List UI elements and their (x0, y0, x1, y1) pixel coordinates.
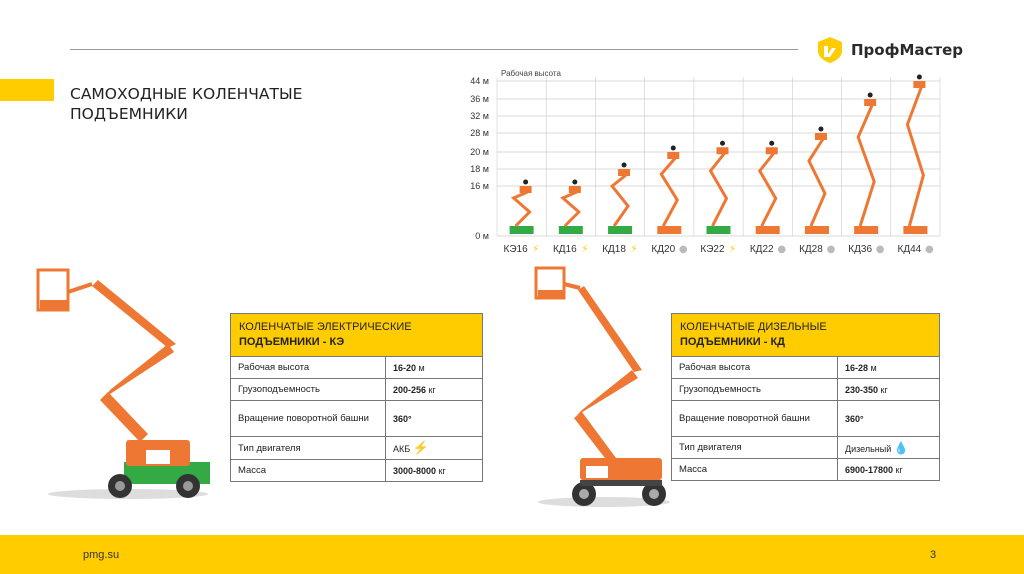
electric-specs-table (230, 313, 483, 482)
lift-platform (667, 152, 679, 159)
footer-url: pmg.su (83, 549, 120, 561)
title-line-2: ПОДЪЕМНИКИ (70, 105, 188, 123)
operator-figure (868, 93, 873, 98)
category-label: КД16 (552, 244, 577, 255)
lightning-icon: ⚡ (581, 244, 589, 255)
lift-chassis (903, 226, 927, 234)
lift-chassis (707, 226, 731, 234)
brand-logo (817, 36, 963, 64)
y-tick-label: 36 м (470, 94, 489, 104)
lift-boom (907, 87, 923, 226)
lightning-icon: ⚡ (630, 244, 638, 255)
chart-svg (445, 65, 950, 265)
drop-icon: ● (875, 244, 885, 255)
lift-platform (815, 133, 827, 140)
lift-boom (563, 192, 579, 226)
table-row: Грузоподъемность 200-256 кг (231, 379, 483, 401)
lightning-icon: ⚡ (728, 244, 737, 255)
category-label: КЭ16 (503, 244, 528, 255)
footer-bar (0, 535, 1024, 574)
page-number: 3 (930, 549, 937, 561)
category-label: КД18 (602, 244, 626, 255)
lift-platform (766, 147, 778, 154)
lift-chassis (510, 226, 534, 234)
category-label: КД44 (897, 244, 922, 255)
diesel-table-header: КОЛЕНЧАТЫЕ ДИЗЕЛЬНЫЕ ПОДЪЕМНИКИ - КД (672, 314, 940, 357)
drop-icon: 💧 (893, 440, 909, 455)
operator-figure (818, 127, 823, 132)
lift-platform (717, 147, 729, 154)
lift-platform (864, 99, 876, 106)
brand-name: ПрофМастер (851, 41, 964, 59)
lift-platform (569, 186, 581, 193)
lift-platform (913, 81, 925, 88)
title-accent-bar (0, 79, 54, 101)
table-row: Рабочая высота 16-28 м (672, 357, 940, 379)
y-tick-label: 16 м (470, 181, 489, 191)
lift-chassis (805, 226, 829, 234)
electric-table-header: КОЛЕНЧАТЫЕ ЭЛЕКТРИЧЕСКИЕ ПОДЪЕМНИКИ - КЭ (231, 314, 483, 357)
category-label: КД28 (799, 244, 823, 255)
table-row: Вращение поворотной башни 360° (231, 401, 483, 437)
lift-boom (858, 105, 874, 226)
table-row: Рабочая высота 16-20 м (231, 357, 483, 379)
electric-lift-image (28, 262, 220, 502)
lift-boom (760, 153, 776, 226)
operator-figure (769, 141, 774, 146)
drop-icon: ● (826, 244, 836, 255)
table-row: Тип двигателя Дизельный 💧 (672, 437, 940, 459)
chart-title: Рабочая высота (501, 69, 561, 78)
operator-figure (720, 141, 725, 146)
category-label: КД22 (749, 244, 774, 255)
operator-figure (523, 180, 528, 185)
lift-chassis (657, 226, 681, 234)
lift-boom (711, 153, 727, 226)
drop-icon: ● (678, 244, 688, 255)
lift-boom (612, 175, 628, 226)
lift-boom (661, 158, 677, 226)
lift-boom (514, 192, 530, 226)
operator-figure (671, 146, 676, 151)
lift-chassis (559, 226, 583, 234)
page-title (70, 84, 302, 124)
category-label: КЭ22 (700, 244, 725, 255)
operator-figure (917, 75, 922, 80)
working-height-chart (445, 65, 950, 265)
operator-figure (622, 163, 627, 168)
top-divider (70, 49, 798, 50)
y-tick-label: 18 м (470, 164, 489, 174)
table-row: Масса 6900-17800 кг (672, 459, 940, 481)
lift-chassis (854, 226, 878, 234)
diesel-lift-image (522, 262, 672, 512)
y-tick-label: 20 м (470, 147, 489, 157)
y-tick-label: 28 м (470, 128, 489, 138)
table-row: Грузоподъемность 230-350 кг (672, 379, 940, 401)
y-tick-label: 0 м (475, 231, 489, 241)
table-row: Масса 3000-8000 кг (231, 460, 483, 482)
y-tick-label: 32 м (470, 111, 489, 121)
lift-chassis (756, 226, 780, 234)
drop-icon: ● (777, 244, 787, 255)
category-label: КД36 (848, 244, 873, 255)
category-label: КД20 (651, 244, 676, 255)
drop-icon: ● (925, 244, 934, 255)
y-tick-label: 44 м (470, 76, 489, 86)
lightning-icon: ⚡ (412, 440, 429, 455)
table-row: Тип двигателя АКБ ⚡ (231, 437, 483, 460)
logo-mark-icon (817, 36, 843, 64)
operator-figure (572, 180, 577, 185)
lift-platform (618, 169, 630, 176)
lift-chassis (608, 226, 632, 234)
title-line-1: САМОХОДНЫЕ КОЛЕНЧАТЫЕ (70, 85, 303, 103)
table-row: Вращение поворотной башни 360° (672, 401, 940, 437)
lightning-icon: ⚡ (532, 244, 540, 255)
diesel-specs-table (671, 313, 940, 481)
lift-platform (520, 186, 532, 193)
